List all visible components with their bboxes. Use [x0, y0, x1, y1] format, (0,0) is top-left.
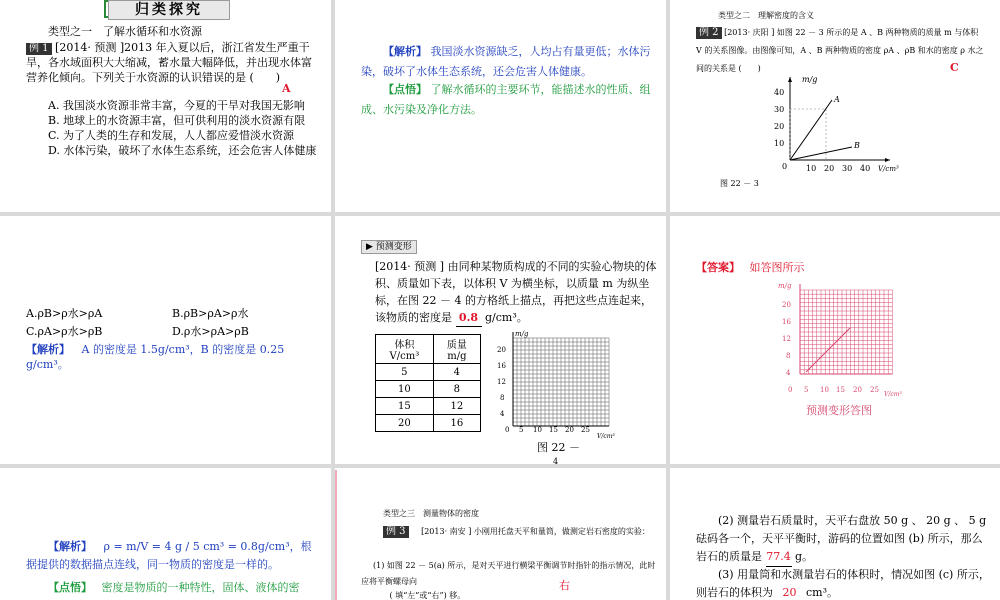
x-arrow [885, 158, 890, 162]
x-tick: 10 [533, 426, 542, 434]
tip-label: 【点悟】 [48, 581, 92, 594]
answer-label: 【答案】 [696, 261, 740, 274]
tip-block [361, 80, 651, 120]
option-a: A. 我国淡水资源非常丰富，今夏的干旱对我国无影响 [48, 99, 305, 112]
tip-text: 了解水循环的主要环节，能描述水的性质、组成、水污染及净化方法。 [361, 83, 651, 116]
tip-label: 【点悟】 [383, 83, 427, 96]
analysis-text: A 的密度是 1.5g/cm³，B 的密度是 0.25 g/cm³。 [26, 343, 285, 371]
line-b-label: B [854, 141, 860, 150]
answer-blank: 0.8 [456, 309, 482, 327]
tip-block [26, 580, 316, 595]
part-1-end-text: ( 填“左”或“右”) 移。 [389, 591, 466, 600]
y-label: m/g [802, 75, 818, 84]
slide-3 [670, 0, 1000, 212]
section-banner: 归类探究 [108, 0, 230, 20]
figure-caption-number: 4 [553, 457, 559, 464]
section-heading: 类型之一 了解水循环和水资源 [48, 25, 202, 38]
part-3-end: cm³。 [806, 586, 839, 599]
tip-text: 密度是物质的一种特性，固体、液体的密 [101, 581, 300, 594]
part-1-text: (1) 如图 22 － 5(a) 所示，是对天平进行横梁平衡调节时指针的指示情况，此时应将平衡螺母向 [361, 561, 656, 586]
table-cell: 16 [433, 415, 480, 432]
origin-label: 0 [505, 426, 510, 434]
analysis-label: 【解析】 [26, 343, 70, 356]
figure-caption: 预测变形答图 [806, 404, 872, 417]
y-tick: 4 [786, 369, 791, 377]
figure-caption: 图 22 － [537, 441, 580, 454]
density-graph [760, 72, 910, 172]
question-text: [2014· 预测 ]2013 年入夏以后，浙江省发生严重干旱，各水域面积大大缩减，蓄水量大幅降低，并出现水体富营养化倾向。下列关于水资源的认识错误的是 ( ) [26, 41, 312, 84]
x-tick: 40 [860, 164, 871, 172]
table-cell: 20 [376, 415, 434, 432]
line-b [790, 147, 852, 160]
y-label: m/g [778, 282, 792, 290]
table-cell: 5 [376, 364, 434, 381]
x-tick: 15 [836, 386, 845, 394]
answer-block [696, 260, 805, 275]
slide-5 [335, 216, 666, 464]
part-2-text: (2) 测量岩石质量时，天平右盘放 50 g 、 20 g 、 5 g 砝码各一个，天平平衡时，游码的位置如图 (b) 所示，那么岩石的质量是 [696, 514, 987, 563]
y-arrow [788, 77, 792, 82]
x-label: V/cm³ [878, 165, 899, 172]
question-1 [26, 40, 316, 85]
analysis-text: 我国淡水资源缺乏，人均占有量更低；水体污染，破坏了水体生态系统，还会危害人体健康。 [361, 45, 651, 78]
slide-divider [335, 470, 337, 600]
question-text: [2013· 庆阳 ] 如图 22 － 3 所示的是 A 、B 两种物质的质量 m 与体积 V 的关系图像。由图像可知，A 、B 两种物质的密度 ρA 、ρB 和水的密度 ρ 水之间的关系是 ( ) [696, 28, 984, 73]
analysis-label: 【解析】 [383, 45, 427, 58]
header-volume: 体积 V/cm³ [376, 335, 434, 364]
analysis-block [26, 538, 316, 574]
answer-3: 20 [777, 584, 803, 600]
origin-label: 0 [782, 162, 788, 171]
table-cell: 4 [433, 364, 480, 381]
part-3-text: (3) 用量筒和水测量岩石的体积时，情况如图 (c) 所示，则岩石的体积为 [696, 568, 990, 599]
analysis-label: 【解析】 [48, 540, 92, 553]
data-table [375, 334, 481, 432]
y-tick: 30 [774, 105, 785, 114]
table-row [376, 398, 481, 415]
part-2-end: g。 [795, 550, 814, 563]
option-b: B. 地球上的水资源丰富，但可供利用的淡水资源有限 [48, 114, 306, 127]
table-header [376, 335, 481, 364]
line-a-label: A [834, 95, 840, 104]
answer-mark: C [950, 61, 959, 74]
y-tick: 20 [497, 346, 506, 354]
part-2 [696, 512, 992, 567]
slide-9 [670, 468, 1000, 600]
x-tick: 25 [581, 426, 590, 434]
answer-mark: A [282, 82, 291, 95]
analysis-formula: ρ = m/V = 4 g / 5 cm³ = 0.8g/cm³，根据提供的数据描点连线，同一物质的密度是一样的。 [26, 540, 312, 571]
analysis-block [361, 42, 651, 82]
play-icon: ▶ [366, 242, 373, 252]
origin-label: 0 [788, 386, 793, 394]
option-d: D. 水体污染，破坏了水体生态系统，还会危害人体健康 [48, 144, 317, 157]
section-heading: 类型之三 测量物体的密度 [383, 509, 479, 518]
answer-text: 如答图所示 [749, 261, 805, 274]
table-row [376, 415, 481, 432]
options-list [48, 98, 323, 158]
analysis-block [26, 342, 326, 372]
answer-unit: g/cm³。 [485, 311, 528, 324]
example-badge: 例 1 [26, 43, 52, 55]
prediction-tag [361, 240, 417, 254]
question-body: [2014· 预测 ] 由同种某物质构成的不同的实验心物块的体积、质量如下表，以体积 V 为横坐标，以质量 m 为纵坐标，在图 22 － 4 的方格纸上描点，再把这些点连起来，该物质的密度是 [375, 260, 657, 324]
figure-caption: 图 22 － 3 [720, 179, 759, 188]
x-ticks [806, 164, 870, 172]
x-label: V/cm³ [597, 433, 615, 440]
y-tick: 40 [774, 88, 785, 97]
y-label: m/g [515, 330, 529, 338]
question-text [375, 258, 659, 327]
y-ticks [774, 88, 784, 148]
answer-1: 右 [559, 579, 570, 592]
slide-8 [335, 468, 666, 600]
slide-1 [0, 0, 331, 212]
y-tick: 16 [497, 362, 506, 370]
x-tick: 5 [519, 426, 524, 434]
answer-grid-chart [770, 278, 915, 398]
x-tick: 20 [853, 386, 862, 394]
x-tick: 20 [565, 426, 574, 434]
grid-lines [800, 284, 892, 374]
x-tick: 10 [820, 386, 829, 394]
option-b: B.ρB>ρA>ρ水 [172, 307, 249, 320]
y-tick: 4 [500, 410, 505, 418]
part-1-end [361, 590, 465, 600]
y-tick: 8 [786, 352, 791, 360]
question-3 [383, 524, 658, 540]
x-tick: 25 [870, 386, 879, 394]
y-tick: 12 [497, 378, 506, 386]
x-tick: 10 [806, 164, 817, 172]
table-cell: 8 [433, 381, 480, 398]
slide-2 [335, 0, 666, 212]
table-cell: 12 [433, 398, 480, 415]
section-heading: 类型之二 理解密度的含义 [718, 11, 814, 20]
blank-grid-chart [485, 326, 620, 441]
table-row [376, 381, 481, 398]
option-c: C. 为了人类的生存和发展，人人都应爱惜淡水资源 [48, 129, 295, 142]
y-tick: 10 [774, 139, 785, 148]
y-tick: 20 [774, 122, 785, 131]
x-tick: 5 [804, 386, 809, 394]
x-tick: 20 [824, 164, 835, 172]
x-tick: 30 [842, 164, 853, 172]
y-tick: 12 [782, 335, 791, 343]
grid-lines [513, 332, 609, 426]
slide-7 [0, 468, 331, 600]
table-cell: 10 [376, 381, 434, 398]
y-tick: 16 [782, 318, 791, 326]
answer-2: 77.4 [766, 548, 792, 567]
table-row [376, 364, 481, 381]
x-tick: 15 [549, 426, 558, 434]
question-2 [696, 24, 986, 78]
table-cell: 15 [376, 398, 434, 415]
part-1 [361, 558, 656, 590]
option-a: A.ρB>ρ水>ρA [26, 307, 103, 320]
option-d: D.ρ水>ρA>ρB [172, 325, 249, 338]
y-tick: 20 [782, 301, 791, 309]
slide-6 [670, 216, 1000, 464]
question-text: [2013· 南安 ] 小刚用托盘天平和量筒，做测定岩石密度的实验： [421, 527, 650, 536]
example-badge: 例 3 [383, 526, 409, 538]
header-mass: 质量 m/g [433, 335, 480, 364]
option-c: C.ρA>ρ水>ρB [26, 325, 103, 338]
x-label: V/cm³ [884, 391, 902, 398]
part-3 [696, 566, 992, 600]
slide-4 [0, 216, 331, 464]
blank-1 [361, 590, 387, 600]
y-tick: 8 [500, 394, 505, 402]
example-badge: 例 2 [696, 27, 722, 39]
prediction-tag-label: 预测变形 [375, 242, 412, 252]
